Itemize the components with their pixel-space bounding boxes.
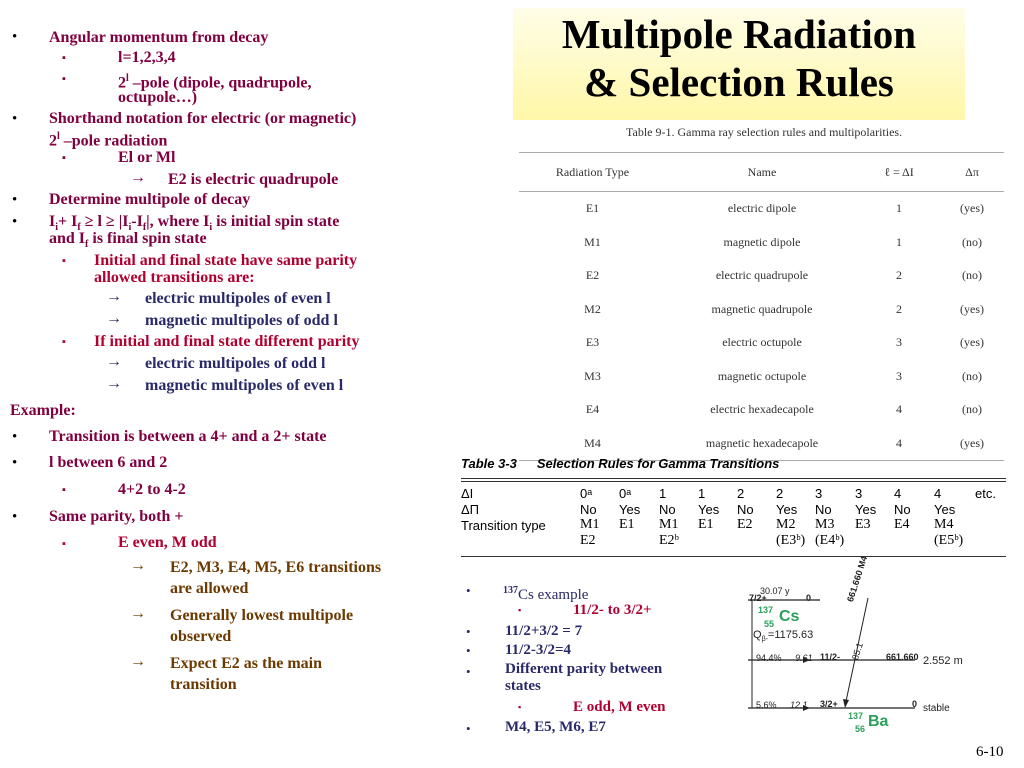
header-name: Name (666, 153, 858, 192)
determine-item: Determine multipole of decay (49, 191, 251, 208)
table-3-3-cell: M2 (776, 517, 796, 532)
branch1-logft: 9.61 (795, 653, 813, 663)
cs-multipoles: M4, E5, M6, E7 (505, 719, 606, 735)
title-line-1: Multipole Radiation (561, 11, 917, 57)
table-cell: (yes) (960, 335, 984, 350)
bullet: • (12, 192, 18, 208)
ba-atomic-number: 56 (855, 724, 866, 734)
row-label-transition-type: Transition type (461, 518, 546, 533)
sub-bullet: ▪ (518, 702, 522, 712)
bullet: • (466, 721, 471, 736)
arrow-icon: → (106, 375, 122, 392)
table-cell: (yes) (940, 427, 1004, 461)
table-cell: 1 (896, 201, 902, 216)
table-row (519, 259, 1004, 293)
table-3-3-cell: 3 (855, 486, 863, 501)
table-cell: 4 (858, 427, 940, 461)
level1-energy: 661.660 (886, 652, 919, 662)
level1-spin: 11/2- (820, 652, 841, 662)
arrow-icon: → (130, 557, 146, 574)
table-3-3-cell: etc. (975, 486, 996, 501)
table-cell: E4 (585, 402, 600, 417)
header-l-delta-i: ℓ = ΔI (858, 153, 940, 192)
table-3-3-cell: 2 (737, 486, 745, 501)
table-row (519, 293, 1004, 327)
allowed-item: E2, M3, E4, M5, E6 transitions (170, 559, 382, 576)
table-3-3-cell: 1 (659, 486, 667, 501)
ground-stable: stable (923, 703, 950, 714)
cs-spins: 11/2- to 3/2+ (573, 602, 652, 618)
table-cell: 3 (896, 335, 902, 350)
table-3-3-cell: E3 (855, 517, 871, 532)
table-cell: M2 (584, 301, 601, 316)
bullet: • (12, 455, 18, 471)
row-label-delta-i: ΔI (461, 486, 474, 501)
sub-bullet: ▪ (62, 73, 66, 85)
el-ml-item: El or Ml (118, 149, 176, 166)
lowest-item: Generally lowest multipole (170, 607, 354, 624)
table-3-3-cell: Yes (698, 502, 720, 517)
cs-mass: 137 (503, 585, 518, 596)
pole-exp: l (57, 131, 60, 142)
slide-title (513, 10, 965, 106)
table-3-3-cell: No (894, 502, 911, 517)
arrow-icon: → (130, 169, 146, 186)
rule-top-double (461, 481, 1006, 482)
table-3-3-cell: E1 (619, 517, 635, 532)
e-even-item: E even, M odd (118, 534, 217, 551)
bullet: • (12, 509, 18, 525)
table-cell: E2 (585, 268, 600, 283)
arrow-icon: → (106, 288, 122, 305)
electric-even-item: electric multipoles of even l (145, 290, 331, 307)
rule-part: + I (58, 213, 78, 230)
rule-part: is final spin state (88, 230, 207, 247)
e2-quadrupole-item: E2 is electric quadrupole (168, 171, 339, 188)
table-cell: electric hexadecapole (710, 402, 814, 417)
header-radiation-type: Radiation Type (519, 153, 666, 192)
angular-momentum-item: Angular momentum from decay (49, 29, 269, 46)
sub-bullet: ▪ (62, 484, 66, 496)
table-cell: E1 (585, 201, 600, 216)
table-9-1-caption: Table 9-1. Gamma ray selection rules and multipolarities. (626, 125, 903, 139)
arrow-icon: → (130, 605, 146, 622)
l-values-item: l=1,2,3,4 (118, 49, 176, 66)
pole-exp: l (126, 73, 129, 84)
cs-diff-parity: Different parity between (505, 661, 663, 677)
table-3-3-cell: Yes (619, 502, 641, 517)
pole-text: –pole (dipole, quadrupole, (128, 74, 312, 92)
table-cell: M1 (584, 234, 601, 249)
rule-sub: f (77, 222, 81, 234)
table-3-3-cell: (E5ᵇ) (934, 533, 964, 548)
table-cell: 4 (896, 402, 902, 417)
header-delta-pi: Δπ (940, 153, 1004, 192)
table-3-3-cell: 3 (815, 486, 823, 501)
pole-item-line2: octupole…) (118, 89, 198, 106)
table-cell: 2 (896, 268, 902, 283)
bullet: • (12, 429, 18, 445)
ground-energy: 0 (912, 699, 918, 709)
parent-halflife: 30.07 y (760, 586, 790, 596)
q-number: =1175.63 (767, 629, 814, 641)
sub-bullet: ▪ (62, 152, 66, 164)
sub-bullet: ▪ (62, 336, 66, 348)
table-cell: electric quadrupole (715, 268, 809, 283)
shorthand-item-line2 (49, 127, 167, 150)
table-3-3-cell: Yes (934, 502, 956, 517)
table-cell: (no) (962, 234, 982, 249)
table-cell: M3 (584, 368, 601, 383)
cs-diff: 11/2-3/2=4 (505, 642, 572, 658)
table-3-3-cell: Yes (855, 502, 877, 517)
table-3-3-cell: E2 (580, 533, 596, 548)
table-3-3-cell: Yes (776, 502, 798, 517)
table-3-3-cell: E2ᵇ (659, 533, 679, 548)
rule-sub: i (209, 222, 213, 234)
table-9-1 (519, 152, 1004, 450)
table-cell: magnetic hexadecapole (666, 427, 858, 461)
magnetic-odd-item: magnetic multipoles of odd l (145, 312, 338, 329)
rule-sub: i (55, 222, 59, 234)
rule-top (461, 478, 1006, 479)
range-item: 4+2 to 4-2 (118, 481, 186, 498)
table-row (519, 192, 1004, 226)
table-3-3-cell: 1 (698, 486, 706, 501)
rule-sub: f (142, 222, 147, 234)
shorthand-text: –pole radiation (59, 132, 168, 150)
table-header-row (519, 153, 1004, 192)
table-cell: E3 (585, 335, 600, 350)
magnetic-even-item: magnetic multipoles of even l (145, 377, 344, 394)
bullet: • (466, 624, 471, 639)
sub-bullet: ▪ (62, 52, 66, 64)
ba-symbol: Ba (868, 713, 889, 730)
table-3-3-cell: 2 (776, 486, 784, 501)
q-sub: β- (761, 636, 768, 644)
table-3-3-cell: M1 (659, 517, 679, 532)
ba-mass-number: 137 (848, 711, 864, 721)
table-3-3-cell: No (815, 502, 832, 517)
title-line-2: & Selection Rules (584, 59, 894, 105)
sub-bullet: ▪ (62, 255, 66, 267)
branch2-percent: 5.6% (756, 700, 777, 710)
example-heading: Example: (10, 402, 76, 419)
expect-item-line2: transition (170, 676, 237, 693)
cs-sum: 11/2+3/2 = 7 (505, 623, 583, 639)
q-label: Q (753, 629, 762, 641)
table-3-3-cell: No (737, 502, 754, 517)
table-3-3-title (461, 456, 779, 471)
table-cell: (yes) (960, 301, 984, 316)
diff-parity-item: If initial and final state different parity (94, 333, 360, 350)
table-row (519, 360, 1004, 394)
table-cell: (no) (962, 268, 982, 283)
table-3-3-cell: E1 (698, 517, 714, 532)
table-3-3-cell: 4 (934, 486, 942, 501)
table-cell: M4 (519, 427, 666, 461)
sub-bullet: ▪ (62, 538, 66, 550)
table-3-3-label: Table 3-3 (461, 456, 517, 471)
page-number: 6-10 (976, 744, 1004, 760)
rule-part: I (49, 213, 56, 230)
same-parity-item: Initial and final state have same parity (94, 252, 358, 269)
parent-spin: 7/2+ (749, 593, 767, 603)
table-9-1-body (519, 192, 1004, 461)
sub-bullet: ▪ (518, 605, 522, 615)
rule-bottom (461, 556, 1006, 557)
gamma-label: 661.660 M4 (845, 554, 870, 604)
table-cell: electric octupole (722, 335, 802, 350)
table-row (519, 326, 1004, 360)
allowed-item-line2: are allowed (170, 580, 249, 597)
same-parity-example: Same parity, both + (49, 508, 184, 525)
cs-symbol: Cs (779, 608, 800, 625)
bullet: • (12, 214, 18, 230)
rule-sub: f (85, 239, 89, 251)
transition-item: Transition is between a 4+ and a 2+ state (49, 428, 327, 445)
table-3-3-cell: 4 (894, 486, 902, 501)
table-cell: electric dipole (727, 201, 797, 216)
table-cell: (yes) (960, 201, 984, 216)
cs-mass-number: 137 (758, 605, 774, 615)
cs-atomic-number: 55 (764, 619, 775, 629)
electric-odd-item: electric multipoles of odd l (145, 355, 326, 372)
q-value (753, 629, 813, 643)
cs-e-odd: E odd, M even (573, 699, 666, 715)
rule-part: ≥ l ≥ |I (80, 213, 129, 230)
l-between-item: l between 6 and 2 (49, 454, 168, 471)
cs-example-text: Cs example (518, 587, 589, 603)
same-parity-item-line2: allowed transitions are: (94, 269, 255, 286)
shorthand-item: Shorthand notation for electric (or magnetic) (49, 110, 357, 127)
table-cell: 1 (896, 234, 902, 249)
gamma-intensity: 85.1 (850, 641, 865, 662)
table-row (519, 226, 1004, 260)
table-3-3-cell: E2 (737, 517, 753, 532)
lowest-item-line2: observed (170, 628, 232, 645)
table-3-3-cell: 0ᵃ (619, 486, 632, 501)
table-3-3-cell: (E3ᵇ) (776, 533, 806, 548)
table-3-3-cell: No (580, 502, 597, 517)
pole-base: 2 (49, 132, 57, 150)
table-3-3-cell: No (659, 502, 676, 517)
table-cell: 3 (896, 368, 902, 383)
rule-part: is initial spin state (212, 213, 340, 230)
bullet: • (466, 583, 471, 598)
table-row (519, 393, 1004, 427)
table-3-3-cell: E4 (894, 517, 910, 532)
table-3-3-heading: Selection Rules for Gamma Transitions (536, 456, 780, 471)
table-cell: magnetic octupole (717, 368, 807, 383)
table-3-3-cell: 0ᵃ (580, 486, 593, 501)
bullet: • (12, 111, 18, 127)
table-9-1-grid (519, 152, 1004, 461)
table-cell: magnetic dipole (723, 234, 801, 249)
rule-part: and I (49, 230, 86, 247)
parent-energy: 0 (806, 593, 812, 603)
row-label-delta-pi: ΔΠ (461, 502, 480, 517)
arrow-icon: → (106, 310, 122, 327)
table-cell: 2 (896, 301, 902, 316)
bullet: • (466, 664, 471, 679)
rule-part: |, where I (146, 213, 210, 230)
expect-item: Expect E2 as the main (170, 655, 322, 672)
table-cell: magnetic quadrupole (711, 301, 813, 316)
table-cell: (no) (962, 368, 982, 383)
arrow-icon: → (130, 653, 146, 670)
table-3-3-cell: (E4ᵇ) (815, 533, 845, 548)
arrow-icon: → (106, 353, 122, 370)
bullet: • (12, 29, 18, 45)
rule-part: -I (131, 213, 143, 230)
level1-halflife: 2.552 m (923, 655, 963, 667)
cs-diff-parity-line2: states (505, 678, 541, 694)
table-cell: (no) (962, 402, 982, 417)
branch1-percent: 94.4% (756, 653, 782, 663)
table-3-3-cell: M3 (815, 517, 835, 532)
ground-spin: 3/2+ (820, 699, 838, 709)
bullet: • (466, 643, 471, 658)
branch2-logft: 12.1 (790, 700, 808, 710)
table-3-3-cell: M1 (580, 517, 600, 532)
table-3-3-cell: M4 (934, 517, 954, 532)
pole-base: 2 (118, 74, 126, 92)
rule-sub: i (128, 222, 132, 234)
